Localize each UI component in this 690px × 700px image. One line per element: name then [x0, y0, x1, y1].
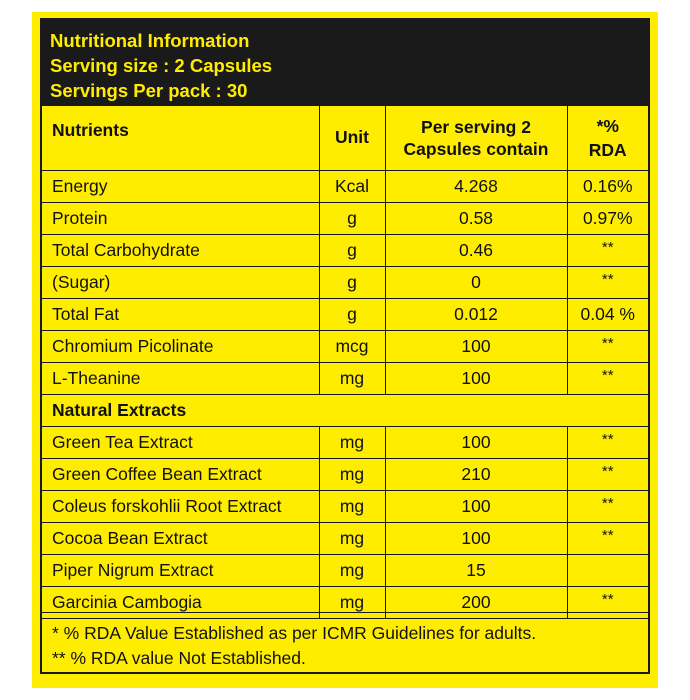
table-row: [42, 202, 648, 234]
nutrient-rda: **: [567, 362, 648, 394]
col-header-per-serving: [385, 106, 567, 170]
nutrient-value: 100: [385, 330, 567, 362]
nutrient-value: 4.268: [385, 170, 567, 202]
label-title: Nutritional Information: [50, 30, 250, 51]
nutrient-value: 100: [385, 490, 567, 522]
nutrient-rda: 0.97%: [567, 202, 648, 234]
nutrient-value: 0: [385, 266, 567, 298]
nutrient-name: Green Coffee Bean Extract: [42, 458, 319, 490]
nutrient-value: 0.012: [385, 298, 567, 330]
table-row: [42, 234, 648, 266]
table-row: [42, 522, 648, 554]
section-row: [42, 394, 648, 426]
nutrient-rda: 0.04 %: [567, 298, 648, 330]
table-row: [42, 458, 648, 490]
nutrient-unit: mg: [319, 490, 385, 522]
nutrient-rda: **: [567, 586, 648, 618]
nutrition-table: [42, 106, 648, 619]
nutrient-unit: mg: [319, 362, 385, 394]
nutrient-name: L-Theanine: [42, 362, 319, 394]
nutrient-unit: mg: [319, 458, 385, 490]
nutrient-unit: g: [319, 298, 385, 330]
nutrient-unit: mg: [319, 426, 385, 458]
nutrient-unit: mg: [319, 522, 385, 554]
nutrient-rda: **: [567, 490, 648, 522]
nutrient-unit: g: [319, 266, 385, 298]
nutrient-unit: g: [319, 202, 385, 234]
per-serving-line1: Per serving 2: [421, 116, 531, 137]
col-header-rda: [567, 106, 648, 170]
nutrition-table-wrapper: [40, 106, 650, 674]
nutrient-rda: 0.16%: [567, 170, 648, 202]
col-header-unit: Unit: [319, 106, 385, 170]
nutrient-value: 100: [385, 362, 567, 394]
nutrient-rda: **: [567, 234, 648, 266]
col-header-nutrients: Nutrients: [42, 106, 319, 170]
nutrient-rda: **: [567, 266, 648, 298]
nutrient-value: 210: [385, 458, 567, 490]
nutrient-rda: [567, 554, 648, 586]
nutrient-value: 100: [385, 522, 567, 554]
nutrient-value: 200: [385, 586, 567, 618]
servings-per-pack: Servings Per pack : 30: [50, 80, 248, 101]
table-row: [42, 170, 648, 202]
nutrient-name: Protein: [42, 202, 319, 234]
nutrient-name: Garcinia Cambogia: [42, 586, 319, 618]
table-header-row: [42, 106, 648, 170]
nutrient-name: Green Tea Extract: [42, 426, 319, 458]
natural-extracts-heading: Natural Extracts: [42, 394, 648, 426]
nutrient-rda: **: [567, 426, 648, 458]
nutrition-label: [32, 12, 658, 688]
table-row: [42, 426, 648, 458]
table-row: [42, 554, 648, 586]
nutrient-unit: mg: [319, 554, 385, 586]
nutrient-name: (Sugar): [42, 266, 319, 298]
serving-size: Serving size : 2 Capsules: [50, 55, 273, 76]
nutrient-rda: **: [567, 330, 648, 362]
nutrient-name: Total Carbohydrate: [42, 234, 319, 266]
label-header: [40, 18, 650, 106]
nutrient-name: Piper Nigrum Extract: [42, 554, 319, 586]
nutrient-unit: mg: [319, 586, 385, 618]
nutrient-name: Total Fat: [42, 298, 319, 330]
nutrient-value: 100: [385, 426, 567, 458]
nutrient-unit: Kcal: [319, 170, 385, 202]
nutrient-name: Coleus forskohlii Root Extract: [42, 490, 319, 522]
table-row: [42, 330, 648, 362]
nutrient-value: 0.58: [385, 202, 567, 234]
rda-line2: RDA: [588, 139, 627, 160]
table-row: [42, 490, 648, 522]
table-row: [42, 266, 648, 298]
nutrient-name: Energy: [42, 170, 319, 202]
table-row: [42, 298, 648, 330]
footnotes: [42, 612, 648, 672]
nutrient-rda: **: [567, 458, 648, 490]
per-serving-line2: Capsules contain: [403, 138, 549, 159]
footnote-rda-not-established: ** % RDA value Not Established.: [52, 648, 306, 668]
nutrient-unit: g: [319, 234, 385, 266]
nutrient-rda: **: [567, 522, 648, 554]
rda-line1: *%: [596, 115, 619, 136]
footnote-rda-established: * % RDA Value Established as per ICMR Guidelines for adults.: [52, 623, 537, 643]
nutrient-value: 0.46: [385, 234, 567, 266]
nutrient-value: 15: [385, 554, 567, 586]
nutrient-name: Chromium Picolinate: [42, 330, 319, 362]
table-row: [42, 362, 648, 394]
nutrient-name: Cocoa Bean Extract: [42, 522, 319, 554]
nutrient-unit: mcg: [319, 330, 385, 362]
